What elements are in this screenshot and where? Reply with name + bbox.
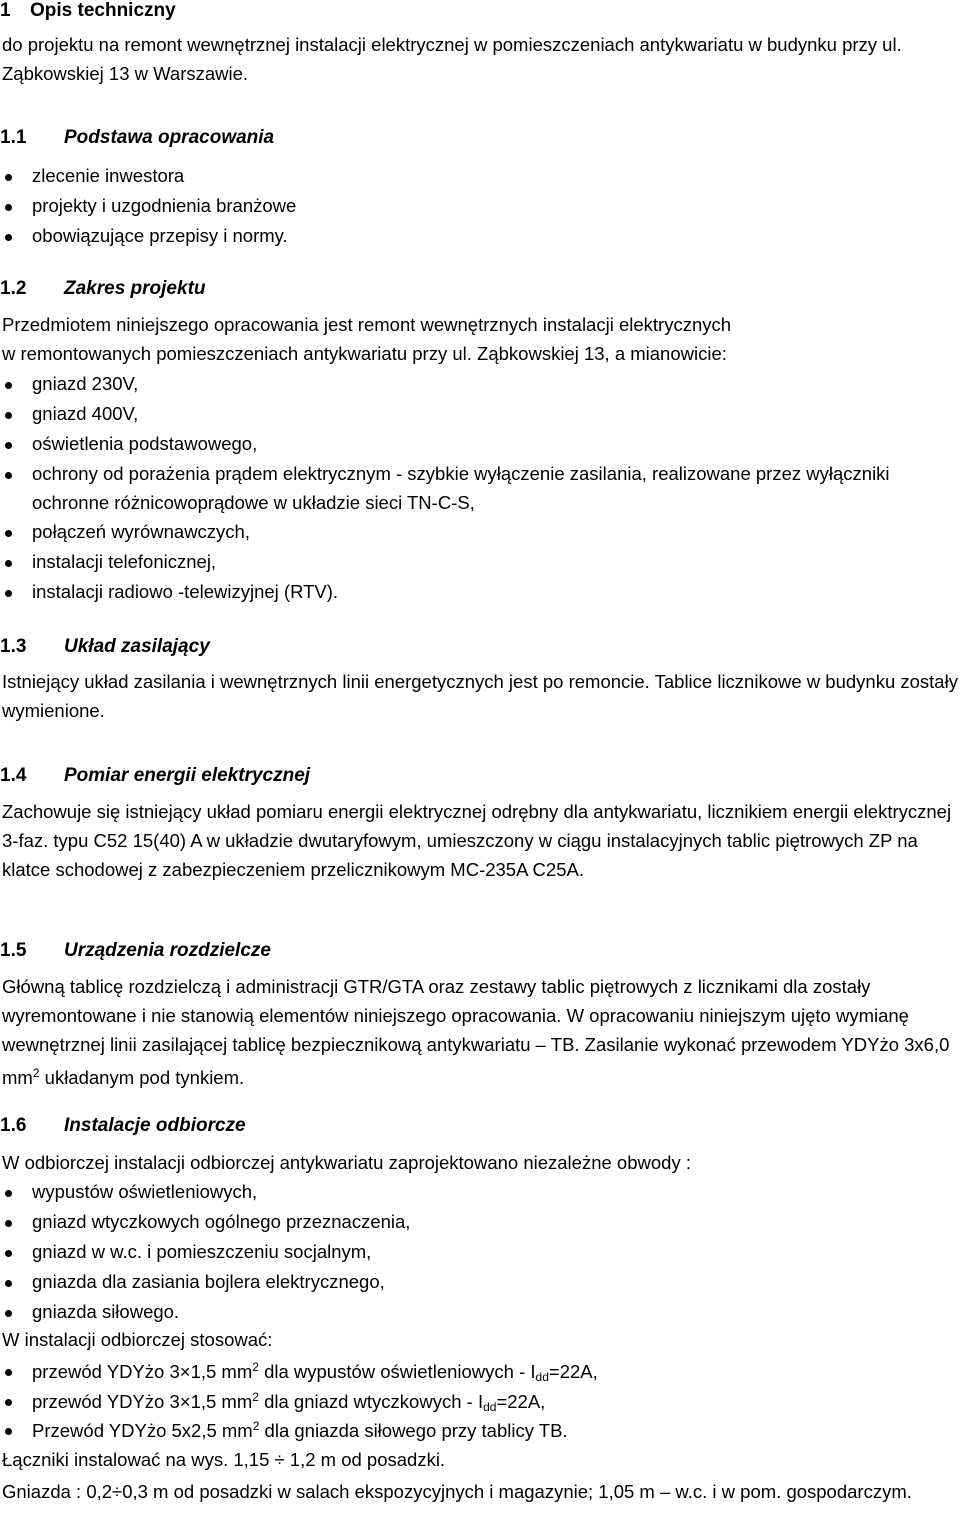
document-page: 1 Opis techniczny do projektu na remont wewnętrznej instalacji elektrycznej w pomieszczeniach antykwariatu w budynku przy ul. Ząbkowskiej 13 w Warszawie. 1.1 Podstawa opracowania zlecenie inwestora projekty i uzgodnienia branżowe obowiązujące przepisy i normy. 1.2 Zakres projektu Przedmiotem niniejszego opracowania jest remont wewnętrznych instalacji elektrycznych w remontowanych pomieszczeniach antykwariatu przy ul. Ząbkowskiej 13, a mianowicie: gniazd 230V, gniazd 400V, oświetlenia podstawowego, ochrony od porażenia prądem elektrycznym - szybkie wyłączenie zasilania, realizowane przez wyłączniki ochronne różnicowoprądowe w układzie sieci TN-C-S, połączeń wyrównawczych, instalacji telefonicznej, instalacji radiowo -telewizyjnej (RTV). 1.3 Układ zasilający Istniejący układ zasilania i wewnętrznych linii energetycznych jest po remoncie. Tablice licznikowe w budynku zostały wymienione. 1.4 Pomiar energii elektrycznej Zachowuje się istniejący układ pomiaru energii elektrycznej odrębny dla antykwariatu, licznikiem energii elektrycznej 3-faz. typu C52 15(40) A w układzie dwutaryfowym, umieszczony w ciągu instalacyjnych tablic piętrowych ZP na klatce schodowej z zabezpieczeniem przelicznikowym MC-235A C25A. 1.5 Urządzenia rozdzielcze Główną tablicę rozdzielczą i administracji GTR/GTA oraz zestawy tablic piętrowych z licznikami dla zostały wyremontowane i nie stanowią elementów niniejszego opracowania. W opracowaniu niniejszym ujęto wymianę wewnętrznej linii zasilającej tablicę bezpiecznikową antykwariatu – TB. Zasilanie wykonać przewodem YDYżo 3x6,0 $mm^2$ układanym pod tynkiem. 1.6 Instalacje odbiorcze W odbiorczej instalacji odbiorczej antykwariatu zaprojektowano niezależne obwody : wypustów oświetleniowych, gniazd wtyczkowych ogólnego przeznaczenia, gniazd w w.c. i pomieszczeniu socjalnym, gniazda dla zasiania bojlera elektrycznego, gniazda siłowego. W instalacji odbiorczej stosować: przewód YDYżo 3×1,5 $mm^2$ dla wypustów oświetleniowych - $I_{dd}=22A$, przewód YDYżo 3×1,5 $mm^2$ dla gniazd wtyczkowych - $I_{dd}=22A$, Przewód YDYżo 5x2,5 $mm^2$ dla gniazda siłowego przy tablicy TB. Łączniki instalować na wys. 1,15 ÷ 1,2 m od posadzki. Gniazda : 0,2÷0,3 m od posadzki w salach ekspozycyjnych i magazynie; 1,05 m – w.c. i w pom. gospodarczym. xyxy=(0,0,960,1535)
section-number: 1.6 xyxy=(0,1115,27,1136)
section-number: 1.3 xyxy=(0,636,27,657)
paragraph-line: w remontowanych pomieszczeniach antykwariatu przy ul. Ząbkowskiej 13, a mianowicie: xyxy=(2,343,727,364)
section-1-4-text: Zachowuje się istniejący układ pomiaru energii elektrycznej odrębny dla antykwariatu, licznikiem energii elektrycznej 3-faz. typu C52 15(40) A w układzie dwutaryfowym, umieszczony w ciągu instalacyjnych tablic piętrowych ZP na klatce schodowej z zabezpieczeniem przelicznikowym MC-235A C25A. xyxy=(2,801,952,880)
section-1-6-heading xyxy=(0,1115,246,1137)
bullet-icon xyxy=(5,412,12,419)
bullet-icon xyxy=(5,472,12,479)
bullet-icon xyxy=(5,442,12,449)
section-number: 1 xyxy=(0,0,11,21)
section-title: Urządzenia rozdzielcze xyxy=(64,940,271,961)
section-number: 1.1 xyxy=(0,127,27,148)
section-title: Instalacje odbiorcze xyxy=(64,1115,246,1136)
paragraph-line: Przedmiotem niniejszego opracowania jest remont wewnętrznych instalacji elektrycznych xyxy=(2,314,732,335)
section-number: 1.2 xyxy=(0,278,27,299)
section-1-2-heading xyxy=(0,278,206,300)
section-1-6-intro: W odbiorczej instalacji odbiorczej antykwariatu zaprojektowano niezależne obwody : xyxy=(2,1152,691,1173)
section-title: Układ zasilający xyxy=(64,636,210,657)
section-1-intro: do projektu na remont wewnętrznej instalacji elektrycznej w pomieszczeniach antykwariatu w budynku przy ul. Ząbkowskiej 13 w Warszawie. xyxy=(2,34,902,84)
section-1-1-heading xyxy=(0,127,274,149)
bullet-icon xyxy=(5,560,12,567)
section-title: Opis techniczny xyxy=(30,0,176,21)
bullet-icon xyxy=(5,382,12,389)
section-1-5-text: Główną tablicę rozdzielczą i administracji GTR/GTA oraz zestawy tablic piętrowych z licznikami dla zostały wyremontowane i nie stanowią elementów niniejszego opracowania. W opracowaniu niniejszym ujęto wymianę wewnętrznej linii zasilającej tablicę bezpiecznikową antykwariatu – TB. Zasilanie wykonać przewodem YDYżo 3x6,0 $mm^2$ układanym pod tynkiem. xyxy=(2,976,950,1088)
section-1-3-text: Istniejący układ zasilania i wewnętrznych linii energetycznych jest po remoncie. Tablice licznikowe w budynku zostały wymienione. xyxy=(2,671,958,721)
bullet-icon xyxy=(5,234,12,241)
bullet-icon xyxy=(5,204,12,211)
bullet-icon xyxy=(5,174,12,181)
bullet-icon xyxy=(5,590,12,597)
bullet-icon xyxy=(5,1280,12,1287)
section-title: Pomiar energii elektrycznej xyxy=(64,765,311,786)
switches-height-line: Łączniki instalować na wys. 1,15 ÷ 1,2 m od posadzki. xyxy=(2,1449,446,1470)
bullet-icon xyxy=(5,530,12,537)
section-number: 1.4 xyxy=(0,765,27,786)
bullet-icon xyxy=(5,1399,12,1406)
section-title: Zakres projektu xyxy=(64,278,206,299)
bullet-icon xyxy=(5,1190,12,1197)
bullet-icon xyxy=(5,1250,12,1257)
bullet-icon xyxy=(5,1369,12,1376)
bullet-icon xyxy=(5,1220,12,1227)
section-1-3-heading xyxy=(0,636,210,658)
bullet-icon xyxy=(5,1428,12,1435)
section-number: 1.5 xyxy=(0,940,27,961)
section-1-5-heading xyxy=(0,940,271,962)
section-1-heading xyxy=(0,0,176,22)
sockets-height-text: Gniazda : 0,2÷0,3 m od posadzki w salach ekspozycyjnych i magazynie; 1,05 m – w.c. i w pom. gospodarczym. xyxy=(2,1481,912,1502)
section-title: Podstawa opracowania xyxy=(64,127,275,148)
usage-intro: W instalacji odbiorczej stosować: xyxy=(2,1329,273,1350)
section-1-4-heading xyxy=(0,765,310,787)
bullet-icon xyxy=(5,1310,12,1317)
